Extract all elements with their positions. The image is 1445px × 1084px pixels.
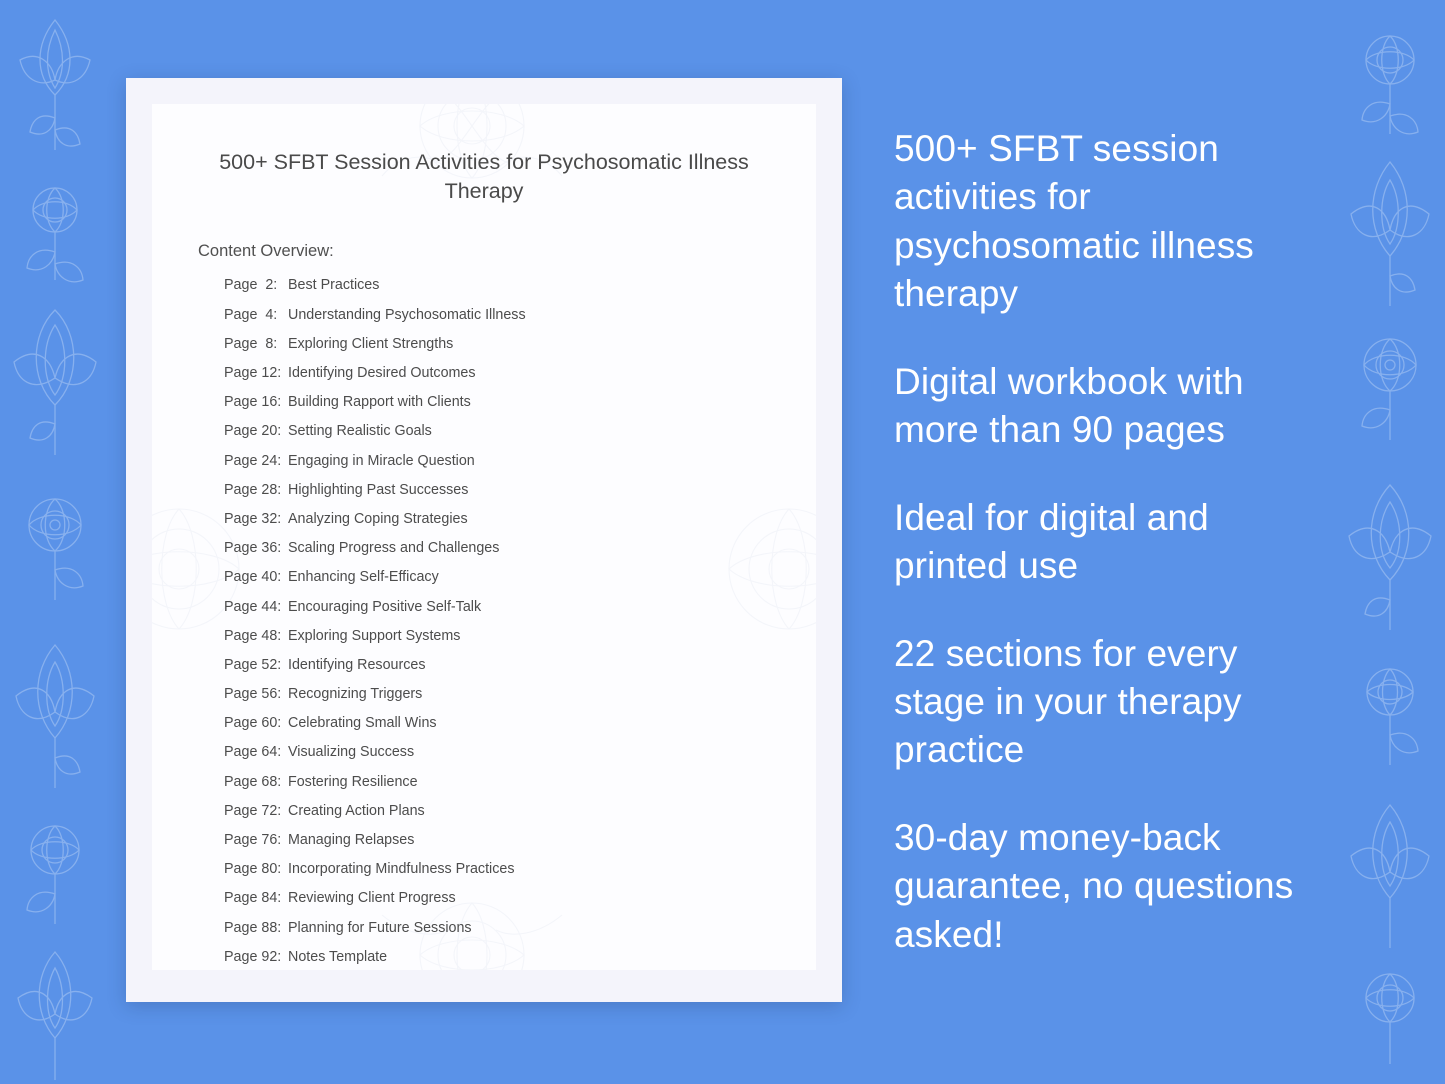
toc-row: [224, 511, 816, 540]
toc-entry-label: Exploring Support Systems: [288, 627, 461, 644]
toc-entry-label: Visualizing Success: [288, 744, 415, 761]
toc-row: [224, 628, 816, 657]
toc-entry-label: Notes Template: [288, 948, 388, 965]
toc-page-number: Page 88:: [224, 919, 282, 936]
toc-row: [224, 774, 816, 803]
toc-row: [224, 394, 816, 423]
toc-row: [224, 453, 816, 482]
toc-entry-label: Understanding Psychosomatic Illness: [288, 306, 526, 323]
toc-row: [224, 832, 816, 861]
toc-page-number: Page 92:: [224, 948, 282, 965]
toc-entry-label: Analyzing Coping Strategies: [288, 510, 468, 527]
toc-entry-label: Best Practices: [288, 277, 380, 294]
toc-page-number: Page 8:: [224, 335, 278, 352]
toc-row: [224, 686, 816, 715]
toc-row: [224, 803, 816, 832]
toc-entry-label: Engaging in Miracle Question: [288, 452, 475, 469]
marketing-bullet-list: [870, 125, 1445, 958]
toc-row: [224, 482, 816, 511]
toc-row: [224, 657, 816, 686]
toc-page-number: Page 56:: [224, 686, 282, 703]
toc-row: [224, 920, 816, 949]
toc-page-number: Page 72:: [224, 802, 282, 819]
marketing-bullet: 500+ SFBT session activities for psychosomatic illness therapy: [894, 128, 1254, 314]
toc-page-number: Page 4:: [224, 306, 278, 323]
toc-row: [224, 744, 816, 773]
toc-entry-label: Enhancing Self-Efficacy: [288, 569, 439, 586]
toc-row: [224, 423, 816, 452]
table-of-contents: [224, 277, 816, 970]
toc-entry-label: Planning for Future Sessions: [288, 919, 472, 936]
toc-row: [224, 307, 816, 336]
toc-entry-label: Managing Relapses: [288, 832, 415, 849]
toc-page-number: Page 64:: [224, 744, 282, 761]
toc-entry-label: Celebrating Small Wins: [288, 715, 437, 732]
toc-row: [224, 336, 816, 365]
toc-row: [224, 890, 816, 919]
toc-entry-label: Scaling Progress and Challenges: [288, 540, 500, 557]
toc-row: [224, 277, 816, 306]
marketing-bullet: Ideal for digital and printed use: [894, 496, 1209, 586]
toc-page-number: Page 16:: [224, 394, 282, 411]
document-title: 500+ SFBT Session Activities for Psychosomatic Illness Therapy: [219, 150, 749, 204]
toc-page-number: Page 2:: [224, 277, 278, 294]
document-inner-page: [152, 104, 816, 970]
toc-row: [224, 569, 816, 598]
toc-row: [224, 540, 816, 569]
toc-page-number: Page 28:: [224, 481, 282, 498]
toc-page-number: Page 52:: [224, 656, 282, 673]
content-overview-label: Content Overview:: [198, 242, 334, 261]
marketing-bullet: 30-day money-back guarantee, no questions asked!: [894, 817, 1294, 955]
toc-page-number: Page 12:: [224, 365, 282, 382]
toc-page-number: Page 48:: [224, 627, 282, 644]
toc-entry-label: Fostering Resilience: [288, 773, 418, 790]
toc-entry-label: Identifying Desired Outcomes: [288, 365, 476, 382]
toc-row: [224, 949, 816, 970]
toc-entry-label: Creating Action Plans: [288, 802, 425, 819]
toc-page-number: Page 24:: [224, 452, 282, 469]
toc-entry-label: Building Rapport with Clients: [288, 394, 471, 411]
toc-page-number: Page 36:: [224, 540, 282, 557]
toc-entry-label: Highlighting Past Successes: [288, 481, 469, 498]
toc-page-number: Page 80:: [224, 861, 282, 878]
document-outer-page: [126, 78, 842, 1002]
toc-entry-label: Encouraging Positive Self-Talk: [288, 598, 482, 615]
toc-page-number: Page 76:: [224, 832, 282, 849]
toc-entry-label: Recognizing Triggers: [288, 686, 423, 703]
toc-row: [224, 599, 816, 628]
toc-entry-label: Setting Realistic Goals: [288, 423, 432, 440]
toc-page-number: Page 20:: [224, 423, 282, 440]
toc-page-number: Page 32:: [224, 510, 282, 527]
toc-page-number: Page 84:: [224, 890, 282, 907]
toc-entry-label: Reviewing Client Progress: [288, 890, 456, 907]
toc-row: [224, 861, 816, 890]
toc-entry-label: Exploring Client Strengths: [288, 335, 454, 352]
toc-row: [224, 715, 816, 744]
toc-row: [224, 365, 816, 394]
marketing-bullet: Digital workbook with more than 90 pages: [894, 360, 1244, 450]
toc-page-number: Page 60:: [224, 715, 282, 732]
marketing-bullet: 22 sections for every stage in your therapy practice: [894, 633, 1242, 771]
toc-page-number: Page 40:: [224, 569, 282, 586]
toc-page-number: Page 68:: [224, 773, 282, 790]
toc-entry-label: Identifying Resources: [288, 656, 426, 673]
toc-page-number: Page 44:: [224, 598, 282, 615]
toc-entry-label: Incorporating Mindfulness Practices: [288, 861, 515, 878]
